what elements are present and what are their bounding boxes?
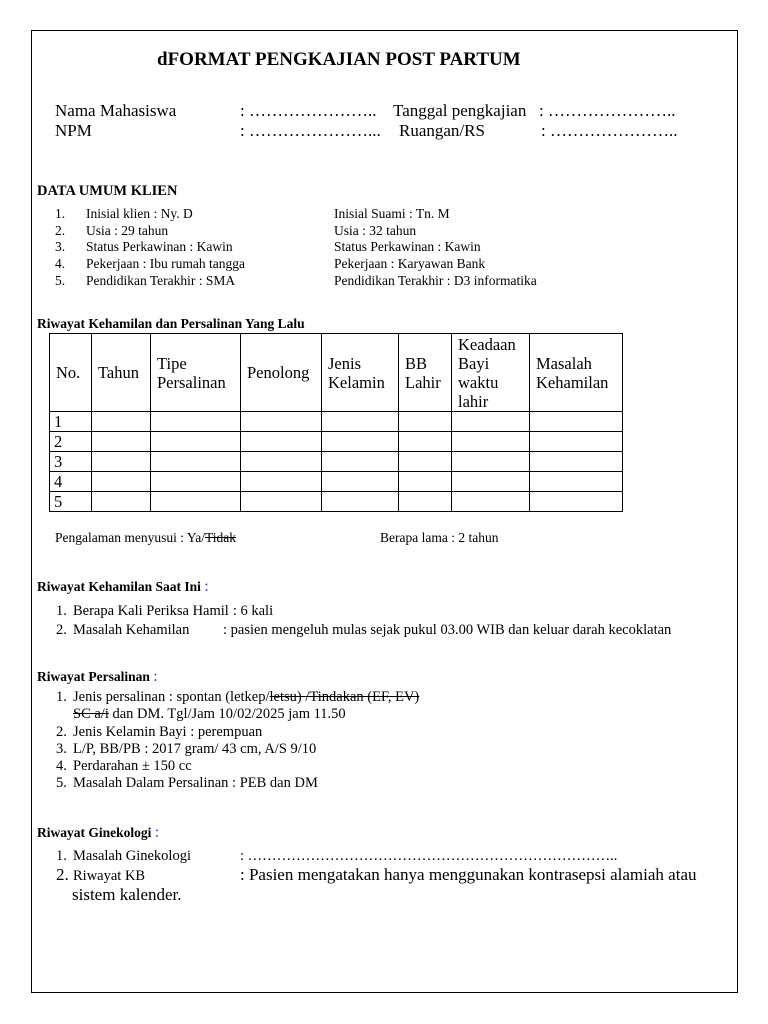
list-item: Status Perkawinan : Kawin (334, 239, 481, 255)
tanggal-pengkajian-value: : ………………….. (539, 101, 676, 120)
row-number: 1 (50, 412, 92, 432)
klien-list (55, 206, 245, 290)
list-item: Pekerjaan : Karyawan Bank (334, 256, 486, 272)
table-row (50, 472, 623, 492)
list-item: 4. Perdarahan ± 150 cc (56, 758, 192, 775)
list-item: Usia : 32 tahun (334, 222, 417, 238)
sc-struck: SC a/i (73, 706, 109, 723)
table-row (50, 412, 623, 432)
berapa-lama: Berapa lama : 2 tahun (380, 530, 499, 545)
col-jenis-kelamin: Jenis Kelamin (322, 334, 399, 412)
col-no: No. (50, 334, 92, 412)
row-number: 3 (50, 452, 92, 472)
riwayat-lalu-heading: Riwayat Kehamilan dan Persalinan Yang Lalu (37, 316, 305, 331)
table-row (50, 492, 623, 512)
col-penolong: Penolong (241, 334, 322, 412)
list-item: 3. Status Perkawinan : Kawin (55, 239, 233, 255)
col-bb-lahir: BB Lahir (399, 334, 452, 412)
list-item: 5. Masalah Dalam Persalinan : PEB dan DM (56, 775, 318, 792)
tanggal-pengkajian-label: Tanggal pengkajian (393, 101, 527, 120)
col-masalah-kehamilan: Masalah Kehamilan (530, 334, 623, 412)
list-item: 5. Pendidikan Terakhir : SMA (55, 272, 236, 288)
list-item: 2. Usia : 29 tahun (55, 222, 169, 238)
ginekologi-item-1: 1. Masalah Ginekologi : ………………………………………………………………….. (56, 848, 618, 864)
ruangan-label: Ruangan/RS (399, 121, 485, 140)
row-number: 2 (50, 432, 92, 452)
list-item: Pendidikan Terakhir : D3 informatika (334, 272, 537, 288)
persalinan-list (56, 689, 419, 793)
list-item: 1. Berapa Kali Periksa Hamil : 6 kali (56, 603, 274, 619)
menyusui-struck: Tidak (205, 530, 237, 545)
list-item: Inisial Suami : Tn. M (334, 206, 450, 221)
ruangan-value: : ………………….. (541, 121, 678, 140)
table-row (50, 432, 623, 452)
ginekologi-heading: Riwayat Ginekologi : (37, 824, 160, 841)
list-item: 1. Jenis persalinan : spontan (letkep/letsu) /Tindakan (EF, EV) (56, 689, 420, 705)
list-item: 2. Jenis Kelamin Bayi : perempuan (56, 723, 263, 740)
data-umum-heading: DATA UMUM KLIEN (37, 183, 178, 199)
kehamilan-ini-list (56, 602, 671, 640)
list-item: 4. Pekerjaan : Ibu rumah tangga (55, 256, 245, 272)
row-number: 5 (50, 492, 92, 512)
persalinan-heading: Riwayat Persalinan : (37, 668, 158, 685)
pengalaman-menyusui: Pengalaman menyusui : Ya/Tidak (55, 530, 237, 545)
list-item: 3. L/P, BB/PB : 2017 gram/ 43 cm, A/S 9/10 (56, 740, 317, 757)
nama-mahasiswa-value: : ………………….. (240, 101, 377, 120)
persalinan-struck: letsu) /Tindakan (EF, EV) (269, 689, 420, 705)
riwayat-lalu-table (49, 333, 623, 512)
npm-label: NPM (55, 121, 92, 140)
col-tahun: Tahun (92, 334, 151, 412)
ginekologi-item-2-cont: sistem kalender. (72, 885, 182, 904)
list-item-cont: SC a/i dan DM. Tgl/Jam 10/02/2025 jam 11.50 (73, 706, 346, 723)
nama-mahasiswa-label: Nama Mahasiswa (55, 101, 177, 120)
list-item: 1. Inisial klien : Ny. D (55, 206, 193, 221)
col-tipe-persalinan: Tipe Persalinan (151, 334, 241, 412)
table-header-row (50, 334, 623, 412)
table-row (50, 452, 623, 472)
kehamilan-ini-heading: Riwayat Kehamilan Saat Ini : (37, 578, 209, 595)
suami-list (334, 206, 537, 290)
row-number: 4 (50, 472, 92, 492)
col-keadaan-bayi: Keadaan Bayi waktu lahir (452, 334, 530, 412)
ginekologi-item-2: 2. Riwayat KB : Pasien mengatakan hanya menggunakan kontrasepsi alamiah atau (56, 865, 697, 884)
npm-value: : …………………... (240, 121, 381, 140)
page-title: dFORMAT PENGKAJIAN POST PARTUM (157, 49, 521, 70)
list-item: 2. Masalah Kehamilan : pasien mengeluh mulas sejak pukul 03.00 WIB dan keluar darah kecoklatan (56, 622, 672, 638)
